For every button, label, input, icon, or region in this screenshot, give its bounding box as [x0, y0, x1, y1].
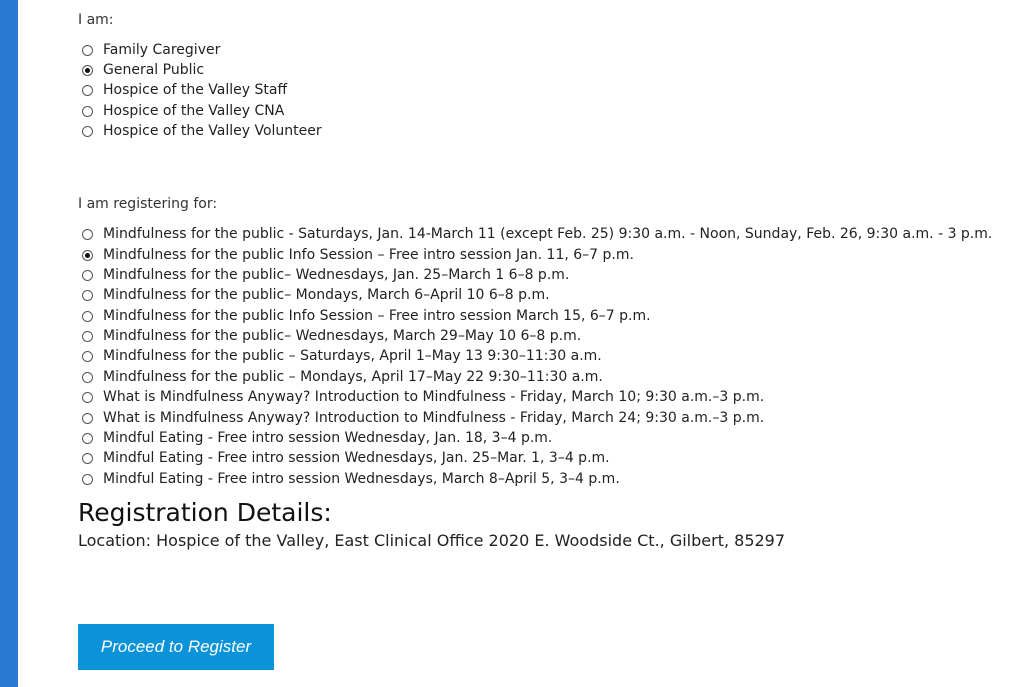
- radio-option-session[interactable]: [82, 346, 602, 366]
- registration-location: Location: Hospice of the Valley, East Clinical Office 2020 E. Woodside Ct., Gilbert, 85297: [78, 531, 786, 550]
- radio-button[interactable]: [82, 126, 93, 137]
- radio-label[interactable]: Mindfulness for the public Info Session – Free intro session Jan. 11, 6–7 p.m.: [103, 247, 634, 263]
- radio-button[interactable]: [82, 372, 93, 383]
- radio-button[interactable]: [82, 392, 93, 403]
- radio-button[interactable]: [82, 85, 93, 96]
- radio-label[interactable]: Mindfulness for the public– Wednesdays, Jan. 25–March 1 6–8 p.m.: [103, 267, 570, 283]
- radio-option-session[interactable]: [82, 428, 552, 448]
- i-am-label: I am:: [78, 12, 114, 28]
- radio-button[interactable]: [82, 351, 93, 362]
- radio-label[interactable]: What is Mindfulness Anyway? Introduction to Mindfulness - Friday, March 10; 9:30 a.m.–3 p.m.: [103, 389, 765, 405]
- radio-button[interactable]: [82, 433, 93, 444]
- radio-option-session[interactable]: [82, 224, 992, 244]
- radio-option-family-caregiver[interactable]: [82, 40, 220, 60]
- radio-button[interactable]: [82, 229, 93, 240]
- radio-button[interactable]: [82, 106, 93, 117]
- radio-option-cna[interactable]: [82, 101, 284, 121]
- radio-label[interactable]: Family Caregiver: [103, 42, 221, 58]
- radio-option-session[interactable]: [82, 245, 634, 265]
- radio-label[interactable]: Mindfulness for the public– Wednesdays, March 29–May 10 6–8 p.m.: [103, 328, 582, 344]
- radio-button[interactable]: [82, 270, 93, 281]
- proceed-to-register-button[interactable]: Proceed to Register: [78, 624, 274, 670]
- radio-label[interactable]: Mindful Eating - Free intro session Wednesday, Jan. 18, 3–4 p.m.: [103, 430, 553, 446]
- radio-button[interactable]: [82, 474, 93, 485]
- radio-label[interactable]: What is Mindfulness Anyway? Introduction to Mindfulness - Friday, March 24; 9:30 a.m.–3 p.m.: [103, 410, 765, 426]
- radio-label[interactable]: Mindfulness for the public – Saturdays, April 1–May 13 9:30–11:30 a.m.: [103, 348, 602, 364]
- radio-button[interactable]: [82, 65, 93, 76]
- left-accent-bar: [0, 0, 18, 687]
- radio-button[interactable]: [82, 331, 93, 342]
- radio-option-session[interactable]: [82, 469, 620, 489]
- radio-label[interactable]: General Public: [103, 62, 205, 78]
- radio-button[interactable]: [82, 250, 93, 261]
- radio-label[interactable]: Mindfulness for the public– Mondays, March 6–April 10 6–8 p.m.: [103, 287, 550, 303]
- radio-label[interactable]: Mindfulness for the public Info Session – Free intro session March 15, 6–7 p.m.: [103, 308, 651, 324]
- radio-button[interactable]: [82, 45, 93, 56]
- radio-option-session[interactable]: [82, 408, 764, 428]
- radio-label[interactable]: Hospice of the Valley Staff: [103, 82, 288, 98]
- radio-option-general-public[interactable]: [82, 60, 204, 80]
- radio-option-volunteer[interactable]: [82, 121, 322, 141]
- radio-option-session[interactable]: [82, 448, 610, 468]
- radio-option-session[interactable]: [82, 387, 764, 407]
- radio-label[interactable]: Mindful Eating - Free intro session Wednesdays, Jan. 25–Mar. 1, 3–4 p.m.: [103, 450, 610, 466]
- radio-option-session[interactable]: [82, 326, 581, 346]
- registering-for-label: I am registering for:: [78, 196, 218, 212]
- radio-option-session[interactable]: [82, 367, 603, 387]
- radio-button[interactable]: [82, 311, 93, 322]
- radio-label[interactable]: Mindful Eating - Free intro session Wednesdays, March 8–April 5, 3–4 p.m.: [103, 471, 620, 487]
- radio-option-session[interactable]: [82, 285, 550, 305]
- radio-label[interactable]: Mindfulness for the public - Saturdays, Jan. 14-March 11 (except Feb. 25) 9:30 a.m. - Noon, Sunday, Feb. 26, 9:30 a.m. - 3 p.m.: [103, 226, 993, 242]
- registration-details-heading: Registration Details:: [78, 498, 332, 527]
- radio-label[interactable]: Hospice of the Valley CNA: [103, 103, 285, 119]
- radio-button[interactable]: [82, 413, 93, 424]
- radio-option-staff[interactable]: [82, 80, 287, 100]
- radio-button[interactable]: [82, 290, 93, 301]
- radio-option-session[interactable]: [82, 265, 569, 285]
- radio-label[interactable]: Hospice of the Valley Volunteer: [103, 123, 322, 139]
- radio-label[interactable]: Mindfulness for the public – Mondays, April 17–May 22 9:30–11:30 a.m.: [103, 369, 603, 385]
- radio-button[interactable]: [82, 453, 93, 464]
- radio-option-session[interactable]: [82, 306, 651, 326]
